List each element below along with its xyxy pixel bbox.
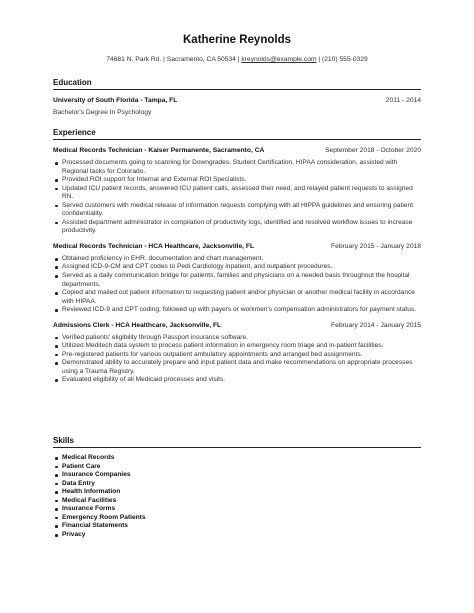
skill-item: Emergency Room Patients xyxy=(62,514,421,523)
skill-item: Privacy xyxy=(62,531,421,540)
candidate-name: Katherine Reynolds xyxy=(183,34,291,46)
skill-item: Patient Care xyxy=(62,463,421,472)
skill-item: Insurance Forms xyxy=(62,505,421,514)
job-bullet: Provided ROI support for Internal and External ROI Specialists. xyxy=(62,176,421,185)
job-bullet: Evaluated eligibility of all Medicaid processes and visits. xyxy=(62,376,421,385)
job-entry-header xyxy=(53,321,421,331)
school-name: University of South Florida - Tampa, FL xyxy=(53,97,178,104)
job-title: Medical Records Technician - HCA Healthcare, Jacksonville, FL xyxy=(53,242,255,250)
skill-item: Data Entry xyxy=(62,480,421,489)
job-bullet: Reviewed ICD-9 and CPT coding; followed up with payers or workmen's compensation administrators for payment status. xyxy=(62,306,421,315)
skill-item: Insurance Companies xyxy=(62,471,421,480)
job-bullet: Processed documents going to scanning for Downgrades, Student Certification, HIPAA consideration, assisted with Regional tasks for Colorado. xyxy=(62,159,421,176)
skill-item: Financial Statements xyxy=(62,522,421,531)
job-bullet: Updated ICU patient records, answered ICU patient calls, assessed their need, and relayed patient requests to assigned RN. xyxy=(62,185,421,202)
phone-text: | (210) 555-0329 xyxy=(318,56,368,63)
job-bullet: Verified patients' eligibility through Passport insurance software. xyxy=(62,334,421,343)
job-title: Medical Records Technician - Kaiser Permanente, Sacramento, CA xyxy=(53,147,265,154)
job-bullet: Pre-registered patients for various outpatient ambulatory appointments and arranged bed assignments. xyxy=(62,351,421,360)
job-bullet: Served customers with medical release of information requests complying with all HIPPA guidelines and ensuring patient confidentiality. xyxy=(62,202,421,219)
job-bullet: Copied and mailed out patient information to requesting patient and/or physician or another medical facility in accordance with HIPAA. xyxy=(62,289,421,306)
skill-item: Medical Records xyxy=(62,454,421,463)
job-bullet: Assigned ICD-9-CM and CPT codes to Pedi Cardiology inpatient, and outpatient procedures. xyxy=(62,263,421,272)
education-section xyxy=(53,78,421,117)
job-dates: February 2014 - January 2015 xyxy=(331,321,421,329)
contact-line xyxy=(53,56,421,63)
experience-heading: Experience xyxy=(53,128,96,137)
job-dates: February 2015 - January 2018 xyxy=(331,242,421,250)
job-entry-header xyxy=(53,242,421,252)
experience-section xyxy=(53,128,421,385)
job-bullets xyxy=(53,255,421,315)
job-dates: September 2018 - October 2020 xyxy=(325,147,421,154)
job-bullet: Utilized Meditech data system to process patient information in emergency room triage and in-patient facilities. xyxy=(62,342,421,351)
address-text: 74681 N. Park Rd. | Sacramento, CA 50534 | xyxy=(106,56,240,63)
education-dates: 2011 - 2014 xyxy=(385,97,421,104)
skill-item: Health Information xyxy=(62,488,421,497)
education-entry-header xyxy=(53,96,421,106)
job-bullet: Demonstrated ability to accurately prepare and input patient data and make recommendations on appropriate processes using a Trauma Registry. xyxy=(62,359,421,376)
education-heading: Education xyxy=(53,78,92,87)
job-bullet: Obtained proficiency in EHR, documentation and chart management. xyxy=(62,255,421,264)
job-bullet: Served as a daily communication bridge for patients, families and physicians on a needed basis throughout the hospital departments. xyxy=(62,272,421,289)
job-bullets xyxy=(53,159,421,236)
job-entry-header xyxy=(53,146,421,156)
job-title: Admissions Clerk - HCA Healthcare, Jacksonville, FL xyxy=(53,321,222,329)
skill-item: Medical Facilities xyxy=(62,497,421,506)
skills-list xyxy=(53,454,421,539)
skills-section xyxy=(53,436,421,539)
job-bullets xyxy=(53,334,421,385)
skills-heading: Skills xyxy=(53,436,74,445)
degree-text: Bachelor's Degree In Psychology xyxy=(53,109,152,116)
email-link[interactable]: kreynolds@example.com xyxy=(241,56,317,63)
job-bullet: Assisted department administrator in compilation of productivity logs, identified and resolved workflow issues to increase productivity. xyxy=(62,219,421,236)
